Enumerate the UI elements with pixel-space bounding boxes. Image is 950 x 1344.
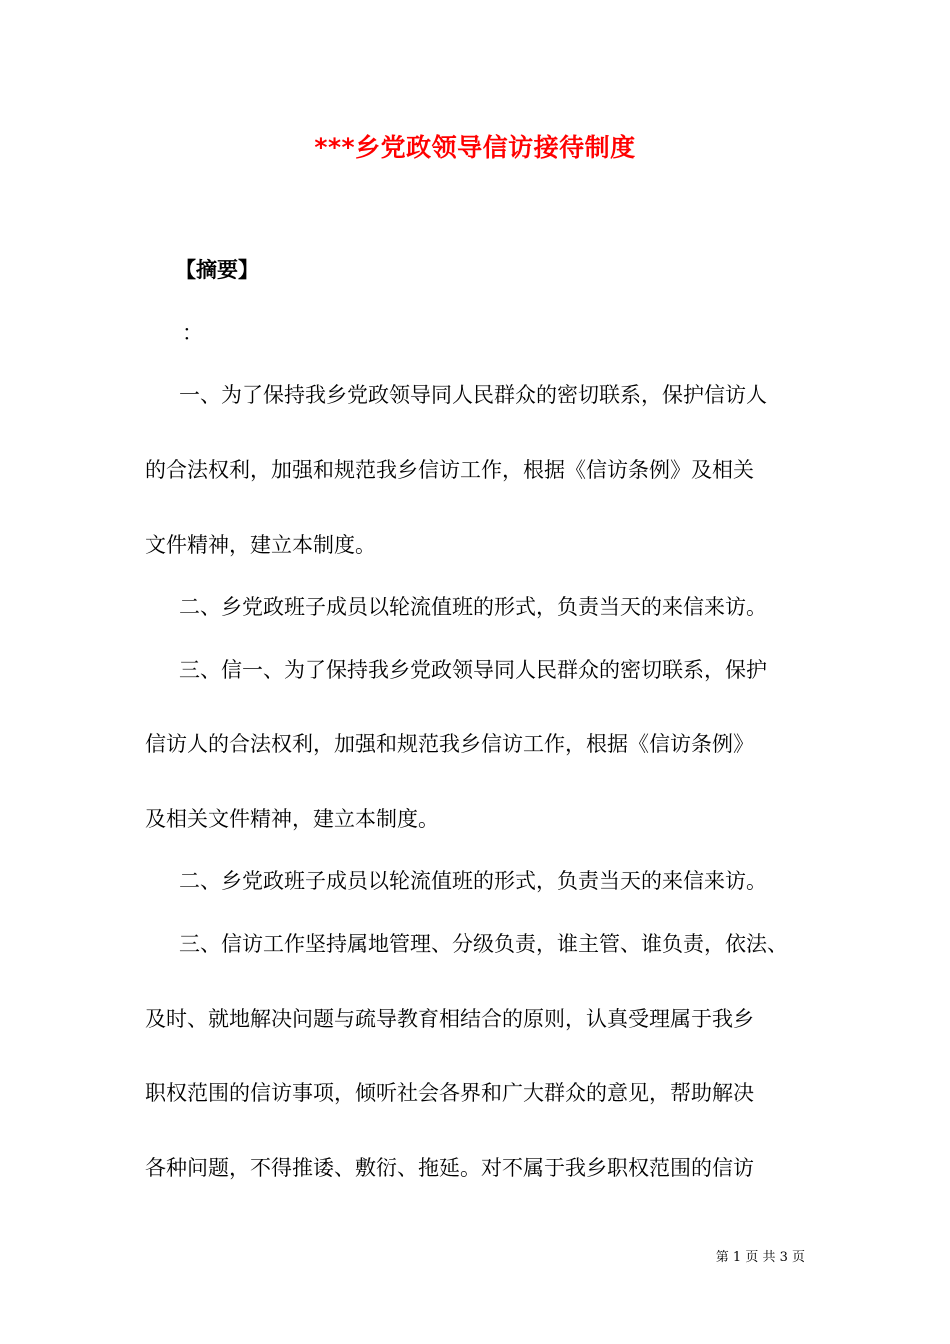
paragraph-line: 的合法权利，加强和规范我乡信访工作，根据《信访条例》及相关 (145, 458, 754, 482)
paragraph-line: 二、乡党政班子成员以轮流值班的形式，负责当天的来信来访。 (179, 595, 767, 619)
paragraph-line: 信访人的合法权利，加强和规范我乡信访工作，根据《信访条例》 (145, 732, 754, 756)
paragraph-line: 及相关文件精神，建立本制度。 (145, 807, 439, 831)
colon-line: ： (182, 321, 203, 345)
paragraph-line: 文件精神，建立本制度。 (145, 533, 376, 557)
paragraph-line: 三、信访工作坚持属地管理、分级负责，谁主管、谁负责，依法、 (179, 932, 788, 956)
abstract-label: 【摘要】 (175, 258, 259, 282)
paragraph-line: 及时、就地解决问题与疏导教育相结合的原则，认真受理属于我乡 (145, 1007, 754, 1031)
paragraph-line: 三、信一、为了保持我乡党政领导同人民群众的密切联系，保护 (179, 658, 767, 682)
paragraph-line: 职权范围的信访事项，倾听社会各界和广大群众的意见，帮助解决 (145, 1081, 754, 1105)
paragraph-line: 各种问题，不得推诿、敷衍、拖延。对不属于我乡职权范围的信访 (145, 1156, 754, 1180)
paragraph-line: 二、乡党政班子成员以轮流值班的形式，负责当天的来信来访。 (179, 869, 767, 893)
page-number: 第 1 页 共 3 页 (715, 1250, 805, 1265)
document-title: ***乡党政领导信访接待制度 (314, 133, 636, 162)
paragraph-line: 一、为了保持我乡党政领导同人民群众的密切联系，保护信访人 (179, 383, 767, 407)
